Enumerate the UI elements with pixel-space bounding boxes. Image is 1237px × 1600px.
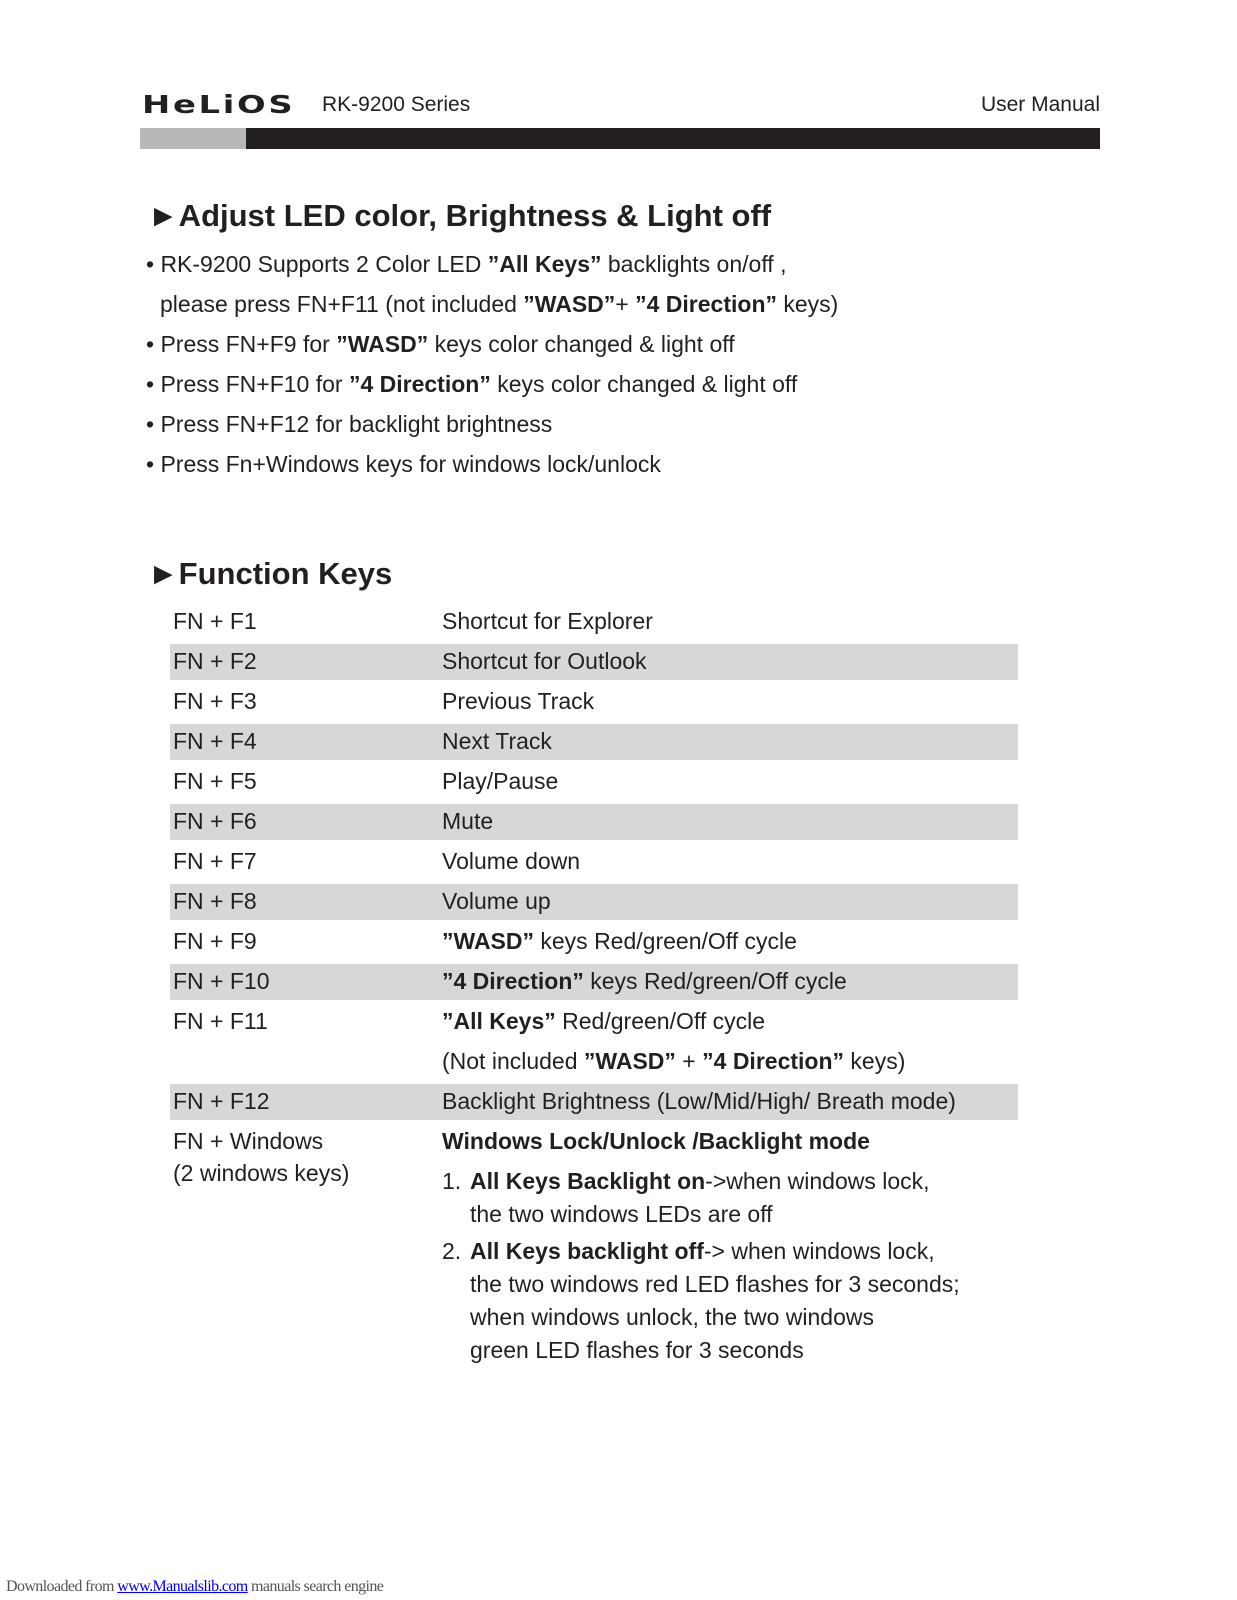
section-title-function-keys: ►Function Keys — [148, 556, 393, 591]
key-description: Volume down — [442, 848, 581, 874]
function-keys-table — [170, 602, 1018, 1362]
key-description: ”4 Direction” keys Red/green/Off cycle — [442, 968, 847, 994]
table-row — [170, 644, 1018, 680]
bullet-item: • Press Fn+Windows keys for windows lock/unlock — [146, 451, 661, 477]
key-description: Next Track — [442, 728, 552, 754]
key-description: Shortcut for Explorer — [442, 608, 653, 634]
series-label: RK-9200 Series — [322, 93, 471, 116]
led-bullet-list — [146, 244, 1146, 484]
bullet-item: • Press FN+F10 for ”4 Direction” keys color changed & light off — [146, 371, 798, 397]
bullet-item: • Press FN+F12 for backlight brightness — [146, 411, 553, 437]
bullet-item: please press FN+F11 (not included ”WASD”+ ”4 Direction” keys) — [160, 291, 839, 317]
doc-type-label: User Manual — [980, 93, 1100, 116]
page-header — [140, 88, 1100, 122]
section-title-led: ►Adjust LED color, Brightness & Light off — [148, 198, 772, 233]
download-footer: Downloaded from www.Manualslib.com manuals search engine — [6, 1578, 384, 1595]
key-combo: FN + F5 — [173, 768, 257, 794]
key-combo: FN + F8 — [173, 888, 257, 914]
key-description: ”All Keys” Red/green/Off cycle — [442, 1008, 766, 1034]
table-row — [170, 804, 1018, 840]
key-combo: FN + F3 — [173, 688, 257, 714]
key-description: Volume up — [442, 888, 551, 914]
key-combo: FN + F9 — [173, 928, 257, 954]
helios-logo: HeLiOS — [142, 90, 296, 119]
key-combo: FN + F2 — [173, 648, 257, 674]
key-combo: FN + F6 — [173, 808, 257, 834]
table-row — [170, 1084, 1018, 1120]
windows-key-row: FN + Windows (2 windows keys) Windows Lock/Unlock /Backlight mode 1. All Keys Backlight on->when windows lock, the two windows LEDs are off 2. All Keys backlight off-> when windows lock, the two windows red LED flashes for 3 seconds; when windows unlock, the two windows green LED flashes for 3 seconds — [173, 1128, 960, 1363]
key-combo: FN + Windows — [173, 1128, 324, 1154]
table-row — [170, 842, 1018, 882]
table-row — [170, 762, 1018, 802]
key-description: Backlight Brightness (Low/Mid/High/ Breath mode) — [442, 1088, 956, 1114]
table-row — [170, 884, 1018, 920]
key-combo: FN + F1 — [173, 608, 257, 634]
table-row — [170, 922, 1018, 962]
header-bar — [246, 128, 1100, 149]
header-bar-accent — [140, 128, 246, 149]
key-description: Play/Pause — [442, 768, 559, 794]
key-combo: FN + F11 — [173, 1008, 268, 1034]
key-description: Mute — [442, 808, 494, 834]
key-combo: FN + F10 — [173, 968, 270, 994]
bullet-item: • RK-9200 Supports 2 Color LED ”All Keys” backlights on/off , — [146, 251, 787, 277]
key-description-note: (Not included ”WASD” + ”4 Direction” keys) — [442, 1048, 906, 1074]
bullet-item: • Press FN+F9 for ”WASD” keys color changed & light off — [146, 331, 735, 357]
table-row — [170, 602, 1018, 642]
manualslib-link[interactable]: www.Manualslib.com — [117, 1578, 248, 1595]
table-row — [170, 724, 1018, 760]
key-description: Previous Track — [442, 688, 595, 714]
key-combo: FN + F7 — [173, 848, 257, 874]
key-description: ”WASD” keys Red/green/Off cycle — [442, 928, 797, 954]
key-combo: FN + F4 — [173, 728, 257, 754]
key-description: Shortcut for Outlook — [442, 648, 647, 674]
key-combo-note: (2 windows keys) — [173, 1160, 350, 1186]
windows-mode-title: Windows Lock/Unlock /Backlight mode — [442, 1128, 870, 1154]
table-row — [170, 682, 1018, 722]
key-combo: FN + F12 — [173, 1088, 270, 1114]
table-row — [170, 964, 1018, 1000]
table-row — [170, 1002, 1018, 1082]
